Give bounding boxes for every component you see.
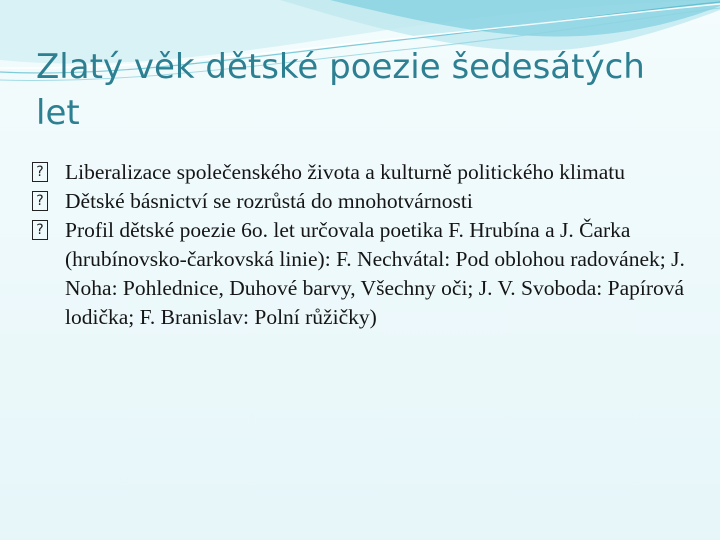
slide-title: Zlatý věk dětské poezie šedesátých let [36, 47, 645, 133]
bullet-text: Profil dětské poezie 6o. let určovala poetika F. Hrubína a J. Čarka (hrubínovsko-čarkovská linie): F. Nechvátal: Pod oblohou radovánek; J. Noha: Pohlednice, Duhové barvy, Všechny oči; J. V. Svoboda: Papírová lodička; F. Branislav: Polní růžičky) [65, 218, 685, 329]
bullet-text: Dětské básnictví se rozrůstá do mnohotvárnosti [65, 189, 473, 213]
bullet-marker-icon: ? [32, 220, 48, 240]
bullet-item [32, 187, 702, 216]
bullet-marker-icon: ? [32, 191, 48, 211]
bullet-marker-icon: ? [32, 162, 48, 182]
bullet-list [32, 158, 702, 332]
bullet-item [32, 158, 702, 187]
bullet-item [32, 216, 702, 332]
bullet-text: Liberalizace společenského života a kulturně politického klimatu [65, 160, 625, 184]
